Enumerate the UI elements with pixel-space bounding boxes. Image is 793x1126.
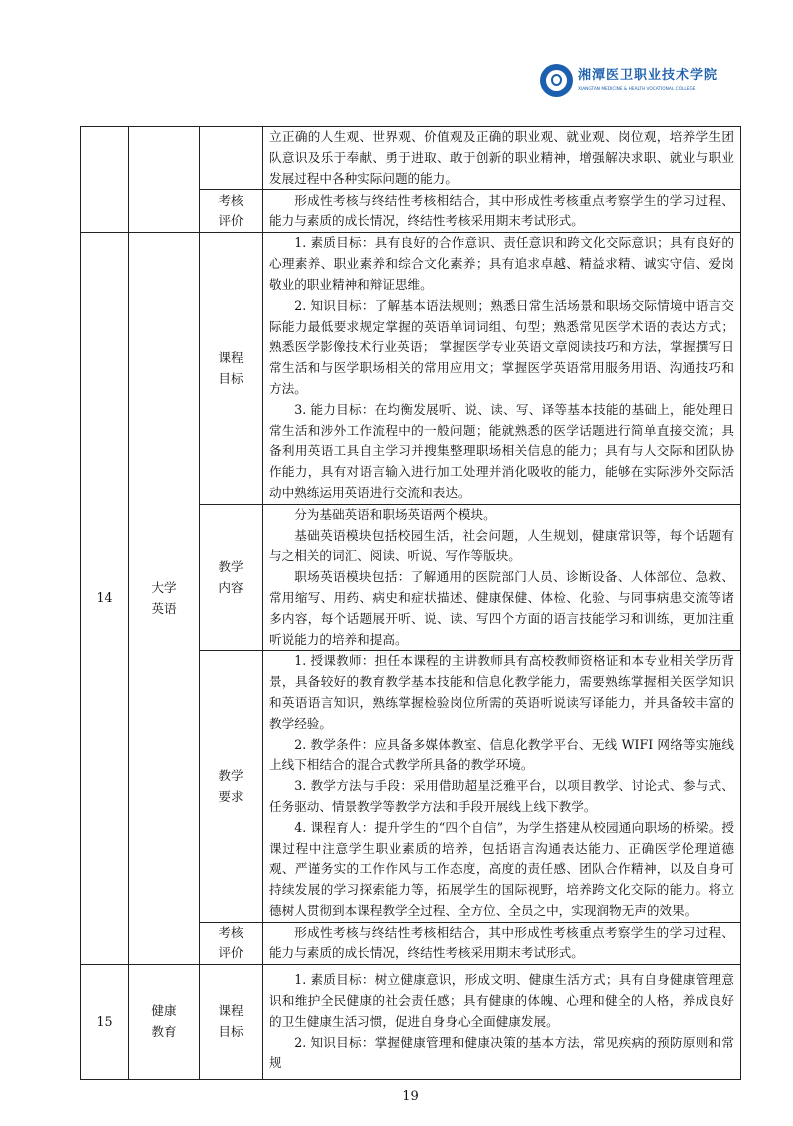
paragraph: 分为基础英语和职场英语两个模块。	[294, 506, 496, 522]
label-teaching-content	[200, 504, 263, 651]
label-assessment	[200, 922, 263, 965]
label-teaching-requirements	[200, 651, 263, 922]
paragraph: 2. 知识目标：了解基本语法规则；熟悉日常生活场景和职场交际情境中语言交际能力最低要求规定掌握的英语单词词组、句型；熟悉常见医学术语的表达方式；熟悉医学影像技术行业英语； 掌握医学专业英语文章阅读技巧和方法，掌握撰写日常生活和与医学职场相关的常用应用文；掌握医学英语常用服务用语、沟通技巧和方法。	[269, 297, 734, 396]
label-course-goals	[200, 233, 263, 504]
course-number: 14	[81, 233, 129, 965]
paragraph: 2. 知识目标：掌握健康管理和健康决策的基本方法，常见疾病的预防原则和常规	[269, 1034, 734, 1071]
table-row	[81, 965, 741, 1080]
cell-content	[263, 504, 741, 651]
logo-english-name: XIANGTAN MEDICINE & HEALTH VOCATIONAL COLLEGE	[578, 87, 696, 92]
cell-course-name	[129, 127, 200, 233]
paragraph: 形成性考核与终结性考核相结合，其中形成性考核重点考察学生的学习过程、能力与素质的成长情况，终结性考核采用期末考试形式。	[269, 192, 734, 229]
paragraph: 1. 授课教师：担任本课程的主讲教师具有高校教师资格证和本专业相关学历背景，具备较好的教育教学基本技能和信息化教学能力，需要熟练掌握相关医学知识和英语语言知识，熟练掌握检验岗位所需的英语听说读写译能力，并具备较丰富的教学经验。	[269, 653, 734, 731]
table-row	[81, 127, 741, 190]
paragraph: 2. 教学条件：应具备多媒体教室、信息化教学平台、无线 WIFI 网络等实施线上线下相结合的混合式教学所具备的教学环境。	[269, 736, 734, 773]
label-text: 课程目标	[218, 349, 244, 386]
college-seal-icon	[540, 64, 573, 97]
cell-label	[200, 127, 263, 190]
cell-content	[263, 127, 741, 190]
paragraph: 3. 能力目标：在均衡发展听、说、读、写、译等基本技能的基础上，能处理日常生活和涉外工作流程中的一般问题；能就熟悉的医学话题进行简单直接交流；具备利用英语工具自主学习并搜集整理职场相关信息的能力；具有与人交际和团队协作能力，具有对语言输入进行加工处理并消化吸收的能力，能够在实际涉外交际活动中熟练运用英语进行交流和表达。	[269, 401, 734, 500]
logo-chinese-name: 湘潭医卫职业技术学院	[578, 68, 719, 83]
paragraph: 1. 素质目标：具有良好的合作意识、责任意识和跨文化交际意识；具有良好的心理素养、职业素养和综合文化素养；具有追求卓越、精益求精、诚实守信、爱岗敬业的职业精神和辩证思维。	[269, 235, 734, 292]
cell-content	[263, 190, 741, 233]
paragraph: 3. 教学方法与手段：采用借助超星泛雅平台，以项目教学、讨论式、参与式、任务驱动、情景教学等教学方法和手段开展线上线下教学。	[269, 778, 734, 814]
table-row	[81, 233, 741, 504]
label-text: 课程目标	[218, 1003, 244, 1040]
course-name	[129, 233, 200, 965]
course-number: 15	[81, 965, 129, 1080]
page-number: 19	[402, 1089, 419, 1105]
paragraph: 基础英语模块包括校园生活，社会问题，人生规划，健康常识等，每个话题有与之相关的词汇、阅读、听说、写作等版块。	[269, 527, 734, 564]
label-course-goals	[200, 965, 263, 1080]
college-logo	[540, 64, 718, 97]
paragraph: 职场英语模块包括：了解通用的医院部门人员、诊断设备、人体部位、急救、常用缩写、用药、病史和症状描述、健康保健、体检、化验、与同事病患交流等诸多内容，每个话题展开听、说、读、写四个方面的语言技能学习和训练，更加注重听说能力的培养和提高。	[269, 569, 734, 647]
paragraph: 4. 课程育人：提升学生的“四个自信”，为学生搭建从校园通向职场的桥梁。授课过程中注意学生职业素质的培养，包括语言沟通表达能力、正确医学伦理道德观、严谨务实的工作作风与工作态度，高度的责任感、团队合作精神，以及自身可持续发展的学习探索能力等，拓展学生的国际视野，培养跨文化交际的能力。将立德树人贯彻到本课程教学全过程、全方位、全员之中，实现润物无声的效果。	[269, 819, 734, 918]
label-text: 考核评价	[218, 192, 244, 229]
label-text: 教学内容	[218, 558, 244, 595]
course-name-text: 大学英语	[151, 580, 177, 616]
cell-num	[81, 127, 129, 233]
course-name	[129, 965, 200, 1080]
paragraph: 形成性考核与终结性考核相结合，其中形成性考核重点考察学生的学习过程、能力与素质的成长情况，终结性考核采用期末考试形式。	[269, 924, 734, 961]
cell-content	[263, 233, 741, 504]
curriculum-table	[80, 126, 741, 1080]
label-text: 考核评价	[218, 924, 244, 961]
course-name-text: 健康教育	[151, 1003, 177, 1040]
paragraph: 立正确的人生观、世界观、价值观及正确的职业观、就业观、岗位观，培养学生团队意识及乐于奉献、勇于进取、敢于创新的职业精神，增强解决求职、就业与职业发展过程中各种实际问题的能力。	[269, 129, 734, 186]
paragraph: 1. 素质目标：树立健康意识，形成文明、健康生活方式；具有自身健康管理意识和维护全民健康的社会责任感；具有健康的体魄、心理和健全的人格，养成良好的卫生健康生活习惯，促进自身身心全面健康发展。	[269, 972, 734, 1029]
cell-content	[263, 922, 741, 965]
cell-content	[263, 965, 741, 1080]
label-text: 教学要求	[218, 767, 244, 804]
cell-content	[263, 651, 741, 922]
label-assessment	[200, 190, 263, 233]
